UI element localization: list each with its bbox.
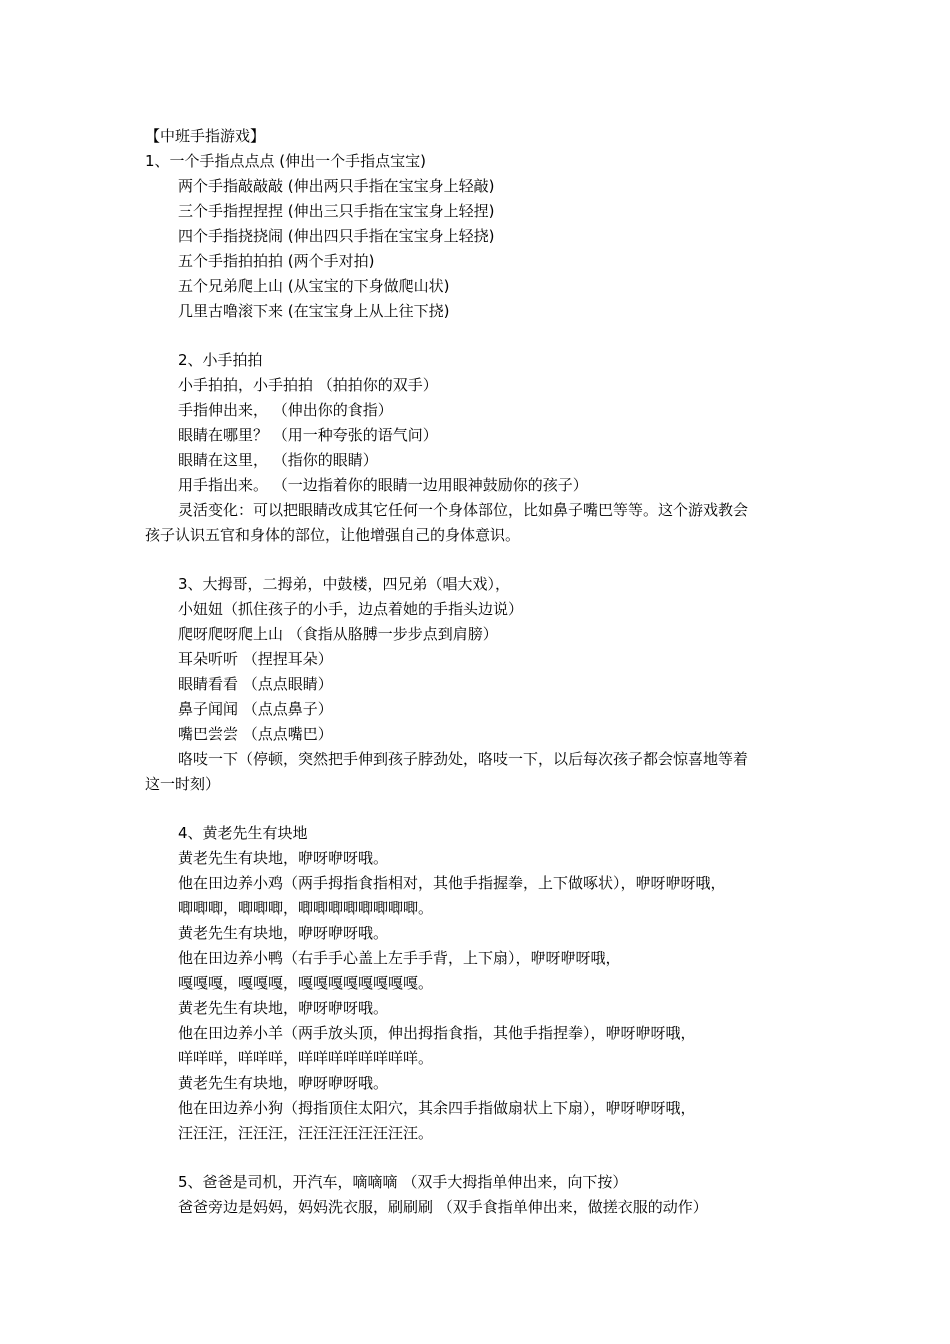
text-line: 黄老先生有块地，咿呀咿呀哦。 <box>178 924 389 942</box>
text-line: 唧唧唧，唧唧唧，唧唧唧唧唧唧唧唧。 <box>178 899 434 917</box>
text-line: 他在田边养小鸭（右手手心盖上左手手背，上下扇），咿呀咿呀哦， <box>178 949 621 967</box>
text-line: 眼睛看看 （点点眼睛） <box>178 675 333 693</box>
text-line: 这一时刻） <box>145 775 221 793</box>
text-line: 小妞妞（抓住孩子的小手，边点着她的手指头边说） <box>178 600 524 618</box>
text-line: 用手指出来。 （一边指着你的眼睛一边用眼神鼓励你的孩子） <box>178 476 588 494</box>
text-line: 黄老先生有块地，咿呀咿呀哦。 <box>178 1074 389 1092</box>
text-line: 他在田边养小狗（拇指顶住太阳穴，其余四手指做扇状上下扇），咿呀咿呀哦， <box>178 1099 696 1117</box>
document-title: 【中班手指游戏】 <box>145 127 266 145</box>
text-line: 他在田边养小鸡（两手拇指食指相对，其他手指握拳，上下做啄状），咿呀咿呀哦， <box>178 874 726 892</box>
text-line: 灵活变化：可以把眼睛改成其它任何一个身体部位，比如鼻子嘴巴等等。这个游戏教会 <box>178 501 749 519</box>
text-line: 爸爸旁边是妈妈，妈妈洗衣服，刷刷刷 （双手食指单伸出来，做搓衣服的动作） <box>178 1198 708 1216</box>
text-line: 耳朵听听 （捏捏耳朵） <box>178 650 333 668</box>
text-line: 汪汪汪，汪汪汪，汪汪汪汪汪汪汪汪。 <box>178 1124 434 1142</box>
text-line: 咯吱一下（停顿，突然把手伸到孩子脖劲处，咯吱一下，以后每次孩子都会惊喜地等着 <box>178 750 749 768</box>
text-line: 手指伸出来， （伸出你的食指） <box>178 401 393 419</box>
text-line: 嘎嘎嘎，嘎嘎嘎，嘎嘎嘎嘎嘎嘎嘎嘎。 <box>178 974 434 992</box>
text-line: 眼睛在这里， （指你的眼睛） <box>178 451 378 469</box>
text-line: 小手拍拍，小手拍拍 （拍拍你的双手） <box>178 376 438 394</box>
section-2-heading: 2、小手拍拍 <box>178 351 263 369</box>
text-line: 他在田边养小羊（两手放头顶，伸出拇指食指，其他手指捏拳），咿呀咿呀哦， <box>178 1024 696 1042</box>
text-line: 孩子认识五官和身体的部位，让他增强自己的身体意识。 <box>145 526 521 544</box>
section-3-heading: 3、大拇哥，二拇弟，中鼓楼，四兄弟（唱大戏）， <box>178 575 511 593</box>
text-line: 爬呀爬呀爬上山 （食指从胳膊一步步点到肩膀） <box>178 625 498 643</box>
section-1-heading: 1、一个手指点点点 (伸出一个手指点宝宝) <box>145 152 427 170</box>
section-5-heading: 5、爸爸是司机，开汽车，嘀嘀嘀 （双手大拇指单伸出来，向下按） <box>178 1173 628 1191</box>
text-line: 五个手指拍拍拍 (两个手对拍) <box>178 252 375 270</box>
text-line: 五个兄弟爬上山 (从宝宝的下身做爬山状) <box>178 277 450 295</box>
text-line: 黄老先生有块地，咿呀咿呀哦。 <box>178 849 389 867</box>
text-line: 咩咩咩，咩咩咩，咩咩咩咩咩咩咩咩。 <box>178 1049 434 1067</box>
text-line: 三个手指捏捏捏 (伸出三只手指在宝宝身上轻捏) <box>178 202 495 220</box>
text-line: 两个手指敲敲敲 (伸出两只手指在宝宝身上轻敲) <box>178 177 495 195</box>
text-line: 眼睛在哪里？ （用一种夸张的语气问） <box>178 426 438 444</box>
text-line: 鼻子闻闻 （点点鼻子） <box>178 700 333 718</box>
section-4-heading: 4、黄老先生有块地 <box>178 824 308 842</box>
text-line: 四个手指挠挠闹 (伸出四只手指在宝宝身上轻挠) <box>178 227 495 245</box>
text-line: 嘴巴尝尝 （点点嘴巴） <box>178 725 333 743</box>
text-line: 黄老先生有块地，咿呀咿呀哦。 <box>178 999 389 1017</box>
text-line: 几里古噜滚下来 (在宝宝身上从上往下挠) <box>178 302 450 320</box>
